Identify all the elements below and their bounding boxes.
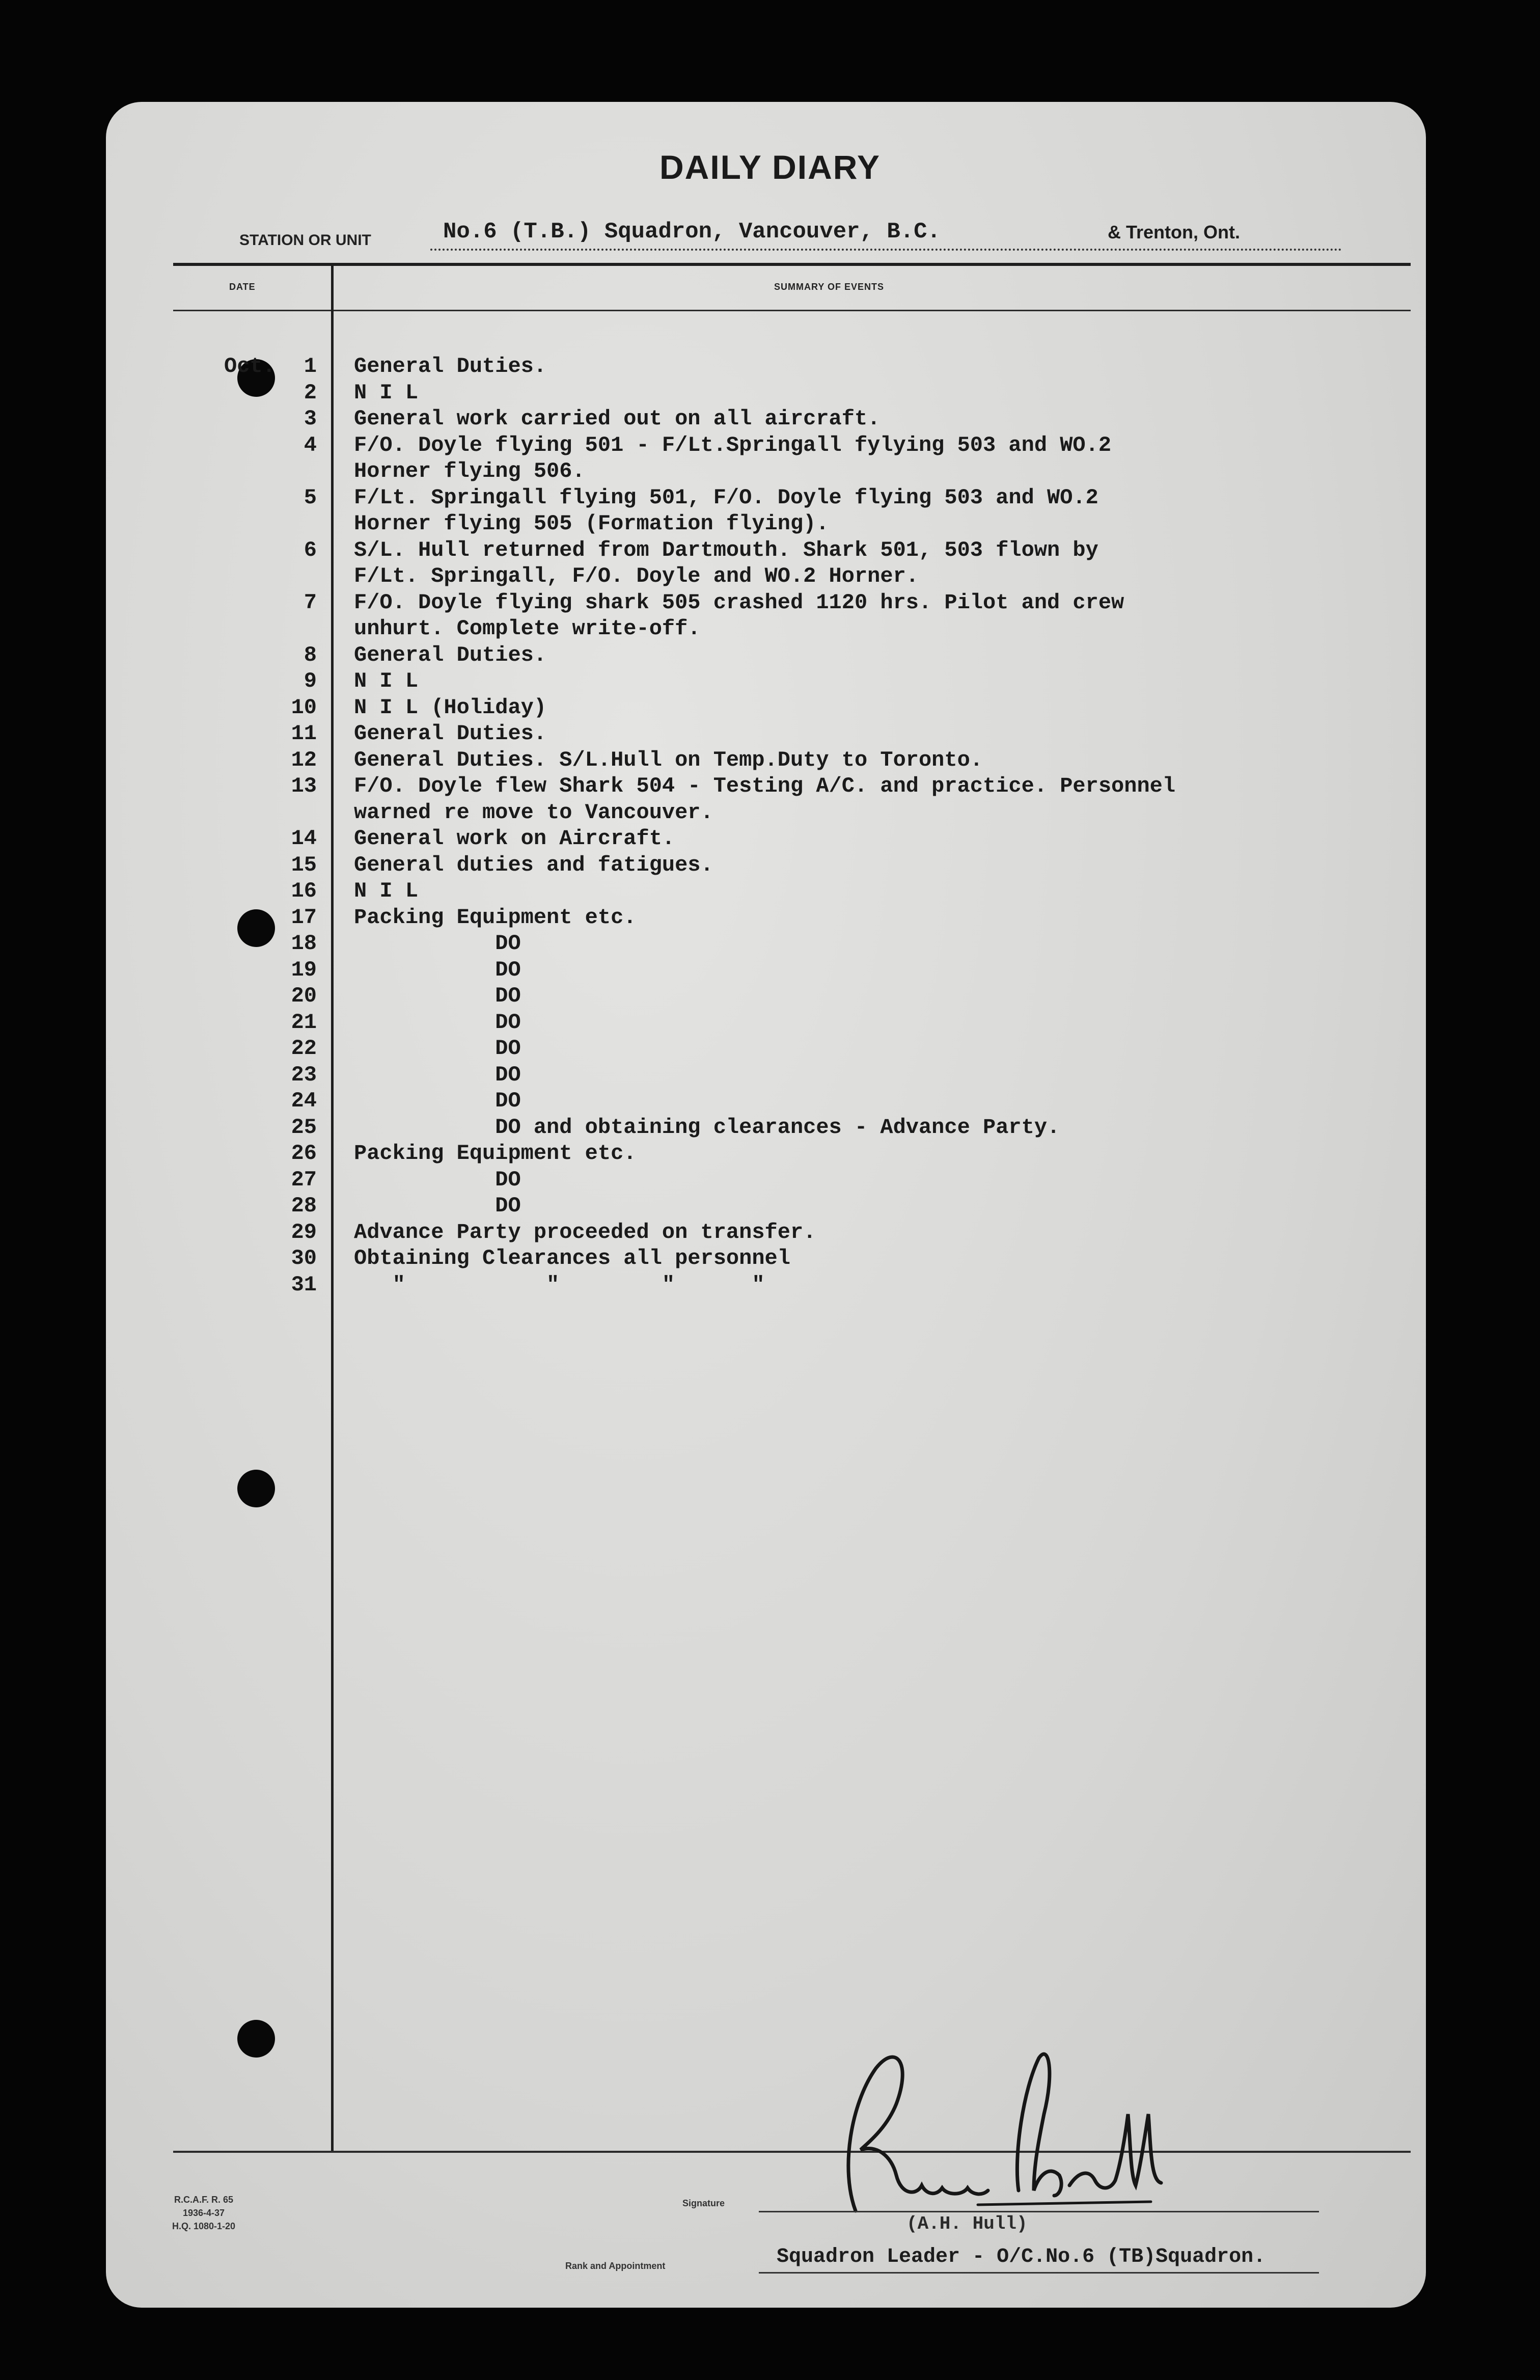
entry-day: 20 [291, 984, 317, 1008]
entry-text: General work on Aircraft. [354, 826, 675, 851]
entry-text: DO [354, 1167, 521, 1192]
handwritten-signature [794, 2043, 1202, 2236]
entry-text: warned re move to Vancouver. [354, 800, 713, 825]
entry-text: F/O. Doyle flying shark 505 crashed 1120 hrs. Pilot and crew [354, 590, 1124, 615]
page-title: DAILY DIARY [659, 148, 881, 186]
signature-label: Signature [682, 2198, 725, 2208]
entry-day: 11 [291, 721, 317, 746]
entry-text: DO [354, 1089, 521, 1113]
entry-day: 10 [291, 695, 317, 720]
entry-text: Packing Equipment etc. [354, 1141, 637, 1166]
entry-day: 13 [291, 774, 317, 798]
entry-day: 4 [304, 432, 317, 457]
entry-day: 29 [291, 1220, 317, 1245]
entry-month: Oct. [224, 354, 276, 378]
entry-text: F/Lt. Springall, F/O. Doyle and WO.2 Horner. [354, 564, 919, 588]
column-header-summary: SUMMARY OF EVENTS [774, 282, 885, 292]
entry-text: N I L [354, 669, 419, 693]
entry-text: General Duties. [354, 354, 547, 378]
entry-text: DO [354, 931, 521, 956]
entry-text: " " " " [354, 1272, 765, 1297]
station-extra: & Trenton, Ont. [1108, 222, 1240, 242]
entry-text: General Duties. [354, 721, 547, 746]
entry-text: DO [354, 1036, 521, 1061]
entry-day: 16 [291, 879, 317, 903]
entry-text: N I L [354, 380, 419, 405]
entry-day: 19 [291, 957, 317, 982]
form-code-line1: R.C.A.F. R. 65 [174, 2195, 234, 2205]
entry-text: DO [354, 1010, 521, 1035]
entry-day: 28 [291, 1194, 317, 1218]
header-rule-bottom [173, 310, 1411, 311]
entry-day: 6 [304, 537, 317, 562]
entry-text: Horner flying 505 (Formation flying). [354, 511, 829, 536]
punch-hole [237, 1470, 275, 1507]
station-dotted-line [430, 249, 1342, 251]
station-label: STATION OR UNIT [239, 232, 371, 249]
entry-day: 25 [291, 1115, 317, 1140]
entry-day: 26 [291, 1141, 317, 1166]
entry-day: 1 [304, 354, 317, 378]
entry-day: 14 [291, 826, 317, 851]
entry-day: 27 [291, 1167, 317, 1192]
station-value: No.6 (T.B.) Squadron, Vancouver, B.C. [443, 219, 941, 245]
column-header-date: DATE [229, 282, 256, 292]
entry-text: N I L (Holiday) [354, 695, 547, 720]
entry-text: Advance Party proceeded on transfer. [354, 1220, 816, 1245]
form-code-line2: 1936-4-37 [182, 2208, 225, 2218]
entry-day: 31 [291, 1272, 317, 1297]
entry-day: 7 [304, 590, 317, 615]
entry-text: General Duties. S/L.Hull on Temp.Duty to Toronto. [354, 747, 983, 772]
form-code-line3: H.Q. 1080-1-20 [172, 2221, 236, 2231]
entry-day: 22 [291, 1036, 317, 1061]
entry-text: DO [354, 957, 521, 982]
entry-text: F/O. Doyle flew Shark 504 - Testing A/C. and practice. Personnel [354, 774, 1176, 798]
signature-name: (A.H. Hull) [906, 2213, 1028, 2234]
entry-day: 2 [304, 380, 317, 405]
entry-text: N I L [354, 879, 419, 903]
entry-text: F/Lt. Springall flying 501, F/O. Doyle flying 503 and WO.2 [354, 485, 1098, 510]
entry-day: 5 [304, 485, 317, 510]
rank-value: Squadron Leader - O/C.No.6 (TB)Squadron. [777, 2246, 1266, 2268]
entry-text: General work carried out on all aircraft. [354, 407, 881, 431]
entry-text: Horner flying 506. [354, 459, 585, 483]
entry-day: 8 [304, 642, 317, 667]
rank-label: Rank and Appointment [565, 2261, 666, 2271]
punch-hole [237, 909, 275, 947]
entry-text: General duties and fatigues. [354, 852, 713, 877]
entry-day: 17 [291, 905, 317, 930]
entry-day: 9 [304, 669, 317, 693]
entry-day: 30 [291, 1246, 317, 1270]
entry-day: 21 [291, 1010, 317, 1035]
header-rule-top [173, 263, 1411, 266]
entry-text: General Duties. [354, 642, 547, 667]
entry-day: 15 [291, 852, 317, 877]
entry-day: 3 [304, 407, 317, 431]
entry-text: F/O. Doyle flying 501 - F/Lt.Springall fylying 503 and WO.2 [354, 432, 1112, 457]
signature-line [759, 2211, 1319, 2212]
entry-text: DO and obtaining clearances - Advance Party. [354, 1115, 1060, 1140]
entry-day: 12 [291, 747, 317, 772]
form-code [168, 2193, 239, 2233]
entry-text: DO [354, 1194, 521, 1218]
entry-text: Obtaining Clearances all personnel [354, 1246, 790, 1270]
entry-text: unhurt. Complete write-off. [354, 616, 701, 641]
rank-line [759, 2272, 1319, 2274]
entry-day: 18 [291, 931, 317, 956]
entry-text: DO [354, 984, 521, 1008]
punch-hole [237, 2020, 275, 2058]
entry-day: 23 [291, 1062, 317, 1087]
column-divider [331, 266, 334, 2151]
entry-day: 24 [291, 1089, 317, 1113]
entry-text: S/L. Hull returned from Dartmouth. Shark 501, 503 flown by [354, 537, 1098, 562]
footer-rule [173, 2151, 1411, 2153]
entry-text: Packing Equipment etc. [354, 905, 637, 930]
entry-text: DO [354, 1062, 521, 1087]
